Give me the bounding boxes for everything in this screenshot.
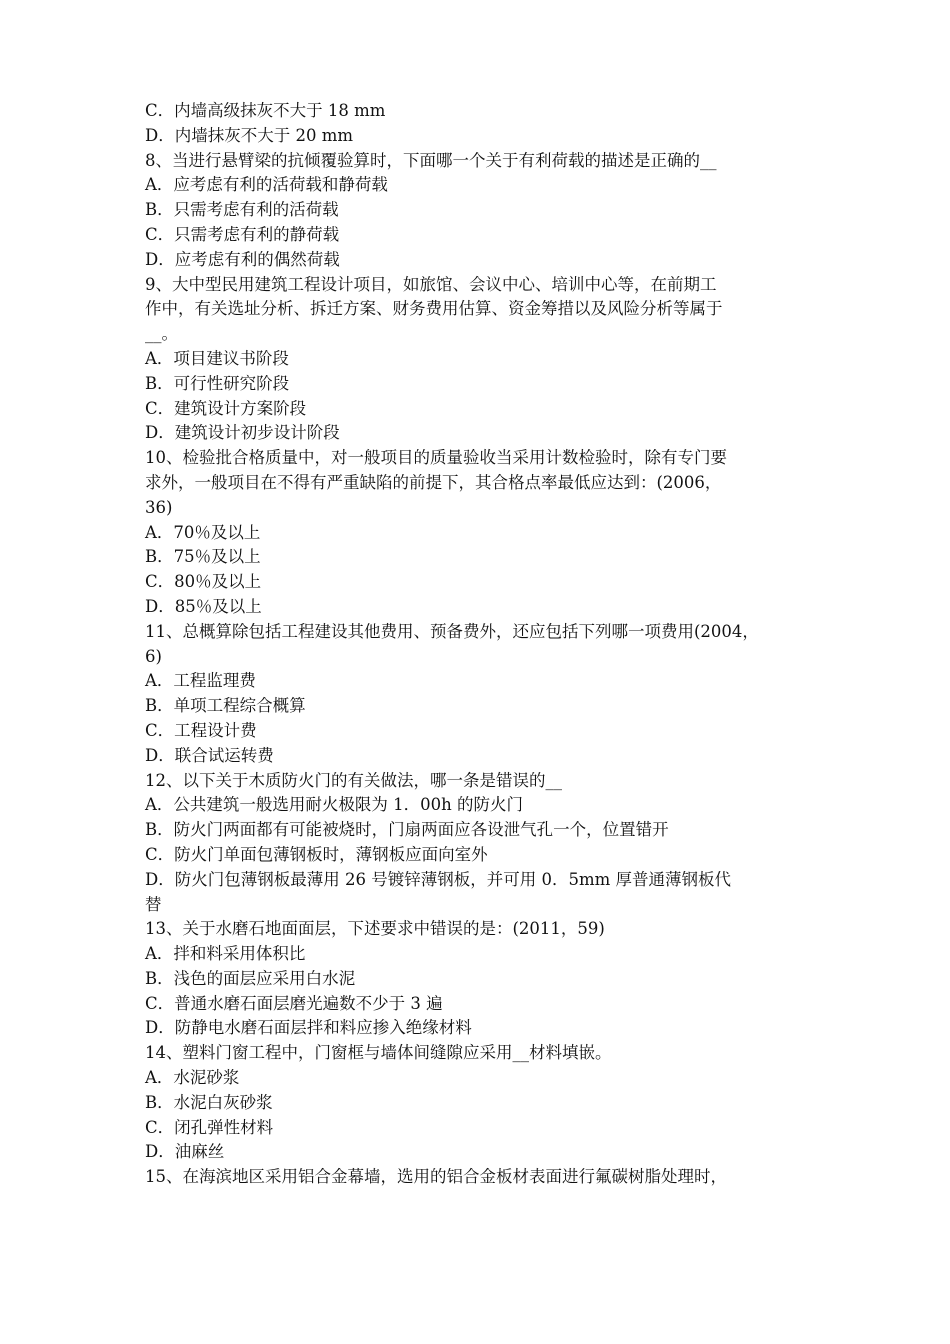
question-text: 13、关于水磨石地面面层，下述要求中错误的是：(2011，59) (145, 919, 605, 939)
option-b: B．水泥白灰砂浆 (145, 1092, 273, 1112)
question-text: 12、以下关于木质防火门的有关做法，哪一条是错误的__ (145, 770, 562, 790)
option-a: A．70％及以上 (145, 522, 261, 542)
option-d: D．建筑设计初步设计阶段 (145, 423, 340, 443)
question-text: 6) (145, 646, 162, 666)
option-d: D．油麻丝 (145, 1142, 225, 1162)
option-d: D．防静电水磨石面层拌和料应掺入绝缘材料 (145, 1018, 472, 1038)
question-text: 36) (145, 497, 173, 517)
question-text: 14、塑料门窗工程中，门窗框与墙体间缝隙应采用__材料填嵌。 (145, 1043, 612, 1063)
question-text: 10、检验批合格质量中，对一般项目的质量验收当采用计数检验时，除有专门要 (145, 448, 727, 468)
option-b: B．可行性研究阶段 (145, 373, 290, 393)
option-d: D．联合试运转费 (145, 745, 274, 765)
option-c: C．闭孔弹性材料 (145, 1117, 274, 1137)
text-line: C．内墙高级抹灰不大于 18 mm (145, 101, 386, 120)
text-line: D．内墙抹灰不大于 20 mm (145, 125, 354, 145)
option-b: B．75％及以上 (145, 547, 261, 567)
option-d: 替 (145, 894, 162, 914)
option-b: B．防火门两面都有可能被烧时，门扇两面应各设泄气孔一个，位置错开 (145, 820, 669, 840)
option-c: C．防火门单面包薄钢板时，薄钢板应面向室外 (145, 844, 488, 864)
option-a: A．项目建议书阶段 (145, 348, 289, 368)
option-a: A．应考虑有利的活荷载和静荷载 (145, 175, 388, 195)
question-text: 15、在海滨地区采用铝合金幕墙，选用的铝合金板材表面进行氟碳树脂处理时， (145, 1167, 727, 1187)
option-c: C．80％及以上 (145, 572, 262, 592)
option-b: B．浅色的面层应采用白水泥 (145, 968, 356, 988)
document-page (145, 99, 817, 1190)
option-c: C．只需考虑有利的静荷载 (145, 224, 340, 244)
option-a: A．公共建筑一般选用耐火极限为 1．00h 的防火门 (145, 795, 524, 815)
option-b: B．单项工程综合概算 (145, 696, 306, 716)
option-a: A．水泥砂浆 (145, 1068, 240, 1088)
option-a: A．拌和料采用体积比 (145, 944, 306, 964)
option-c: C．工程设计费 (145, 720, 257, 740)
question-text: 11、总概算除包括工程建设其他费用、预备费外，还应包括下列哪一项费用(2004， (145, 621, 759, 641)
option-b: B．只需考虑有利的活荷载 (145, 200, 339, 220)
question-text: 求外，一般项目在不得有严重缺陷的前提下，其合格点率最低应达到：(2006， (145, 472, 722, 492)
question-text: 9、大中型民用建筑工程设计项目，如旅馆、会议中心、培训中心等，在前期工 (145, 274, 717, 294)
question-text: 作中，有关选址分析、拆迁方案、财务费用估算、资金筹措以及风险分析等属于 (145, 299, 723, 319)
option-d: D．应考虑有利的偶然荷载 (145, 249, 340, 269)
question-text: 8、当进行悬臂梁的抗倾覆验算时，下面哪一个关于有利荷载的描述是正确的__ (145, 150, 717, 170)
question-text: __。 (145, 324, 178, 344)
option-d: D．防火门包薄钢板最薄用 26 号镀锌薄钢板，并可用 0．5mm 厚普通薄钢板代 (145, 869, 731, 889)
option-d: D．85％及以上 (145, 596, 262, 616)
option-a: A．工程监理费 (145, 671, 256, 691)
option-c: C．建筑设计方案阶段 (145, 398, 307, 418)
option-c: C．普通水磨石面层磨光遍数不少于 3 遍 (145, 993, 443, 1013)
